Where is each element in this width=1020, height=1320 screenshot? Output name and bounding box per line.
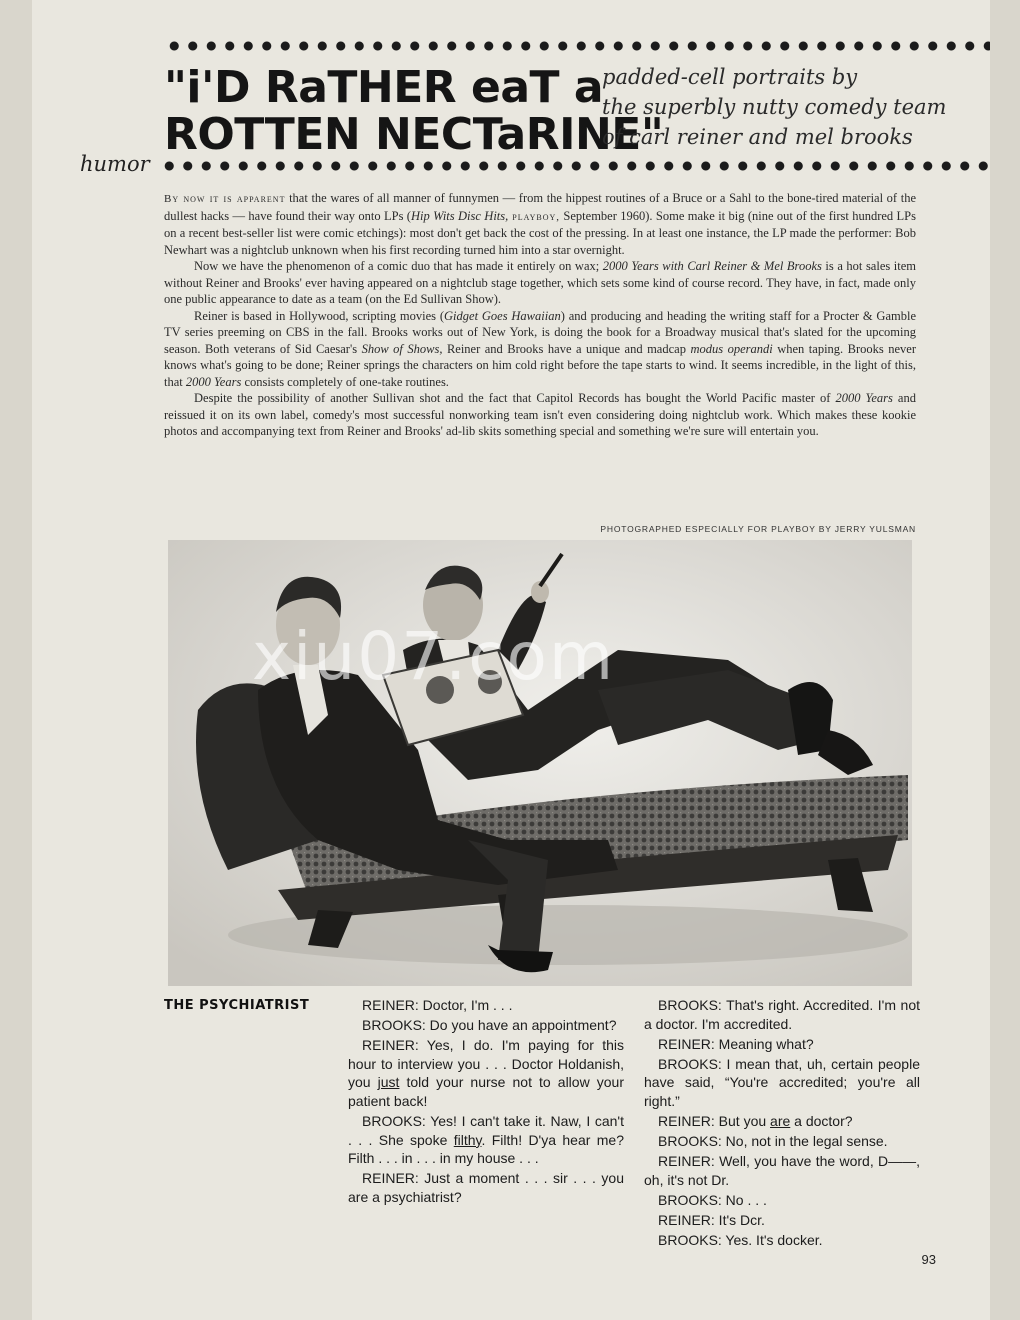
magazine-page xyxy=(32,0,990,1320)
text: a doctor? xyxy=(790,1113,853,1130)
dek-line-3: of carl reiner and mel brooks xyxy=(602,125,913,149)
dot-rule-top xyxy=(165,40,990,52)
photo-comedians-on-couch xyxy=(168,540,912,986)
text: consists completely of one-take routines. xyxy=(241,374,449,389)
headline-line-2: ROTTEN NECTaRINE" xyxy=(164,109,664,160)
italic-title: 2000 Years xyxy=(835,391,893,405)
section-label: humor xyxy=(80,152,150,176)
dialog-line: REINER: Meaning what? xyxy=(658,1035,814,1052)
dek-line-1: padded-cell portraits by xyxy=(602,65,858,89)
dialog-line xyxy=(348,1036,624,1110)
dialog-column-1 xyxy=(348,996,624,1208)
text: ) and producing and heading the writing staff for a Procter & Gamble TV series preeming on CBS in the fall. Brooks works out of New York, is doing the book for a Broadway musical that's slated for the upcoming season. Both veterans of Sid Caesar's xyxy=(164,308,917,356)
intro-text xyxy=(164,190,916,440)
text: when taping. Brooks never knows what's going to be done; Reiner springs the characters on him cold right before the tape starts to wind. It seems incredible, in the light of this, that xyxy=(164,341,917,389)
text: Reiner is based in Hollywood, scripting movies ( xyxy=(194,308,445,323)
text: Despite the possibility of another Sullivan shot and the fact that Capitol Records has bought the World Pacific master of xyxy=(194,391,836,405)
italic-title: 2000 Years with Carl Reiner & Mel Brooks xyxy=(602,259,822,273)
italic-title: Show of Shows, xyxy=(361,341,443,356)
text: is a hot sales item without Reiner and Brooks' ever having appeared on a nightclub stage together, which sets some kind of course record. They have, in fact, made only one public appearance to date as a team (on the Ed Sullivan Show). xyxy=(164,259,917,306)
dialog-line: BROOKS: Do you have an appointment? xyxy=(362,1017,617,1034)
dialog-line: BROOKS: No . . . xyxy=(658,1191,767,1208)
italic-title: modus operandi xyxy=(690,341,773,356)
intro-paragraph-4 xyxy=(164,390,916,440)
dialog-line xyxy=(348,1112,624,1168)
italic-title: 2000 Years xyxy=(185,374,242,389)
underlined-word: just xyxy=(377,1074,400,1091)
text: REINER: Yes, I do. I'm paying for this hour to interview you . . . Doctor Holdanish, you xyxy=(348,1037,624,1091)
page-number: 93 xyxy=(921,1252,936,1267)
dialog-line: REINER: Well, you have the word, D——, oh, it's not Dr. xyxy=(644,1153,920,1188)
dialog-line: BROOKS: That's right. Accredited. I'm not a doctor. I'm accredited. xyxy=(644,997,920,1032)
dialog-line: REINER: Just a moment . . . sir . . . you are a psychiatrist? xyxy=(348,1170,624,1205)
text: Reiner and Brooks have a unique and madcap xyxy=(442,341,691,356)
text: REINER: But you xyxy=(658,1113,771,1130)
intro-paragraph-1 xyxy=(164,190,916,258)
underlined-word: filthy xyxy=(453,1131,482,1148)
headline-line-1: "i'D RaTHER eaT a xyxy=(164,62,604,113)
text: . Filth! D'ya hear me? Filth . . . in . . . in my house . . . xyxy=(348,1131,624,1167)
italic-title: Hip Wits Disc Hits, xyxy=(410,208,509,223)
dialog-line: REINER: Doctor, I'm . . . xyxy=(362,997,513,1013)
intro-paragraph-3 xyxy=(164,308,916,391)
text: Now we have the phenomenon of a comic duo that has made it entirely on wax; xyxy=(194,259,603,273)
intro-paragraph-2 xyxy=(164,258,916,308)
dot-rule-bottom xyxy=(160,160,990,172)
dialog-line: BROOKS: No, not in the legal sense. xyxy=(658,1133,888,1150)
text: that the wares of all manner of funnymen — from the hippest routines of a Bruce or a Sahl to the bone-tired material of the dullest hacks — have found their way onto LPs ( xyxy=(164,191,916,223)
photo-credit: PHOTOGRAPHED ESPECIALLY FOR PLAYBOY BY JERRY YULSMAN xyxy=(600,524,916,534)
dek-line-2: the superbly nutty comedy team xyxy=(602,95,947,119)
magazine-name: playboy, xyxy=(508,210,561,223)
dialog-line xyxy=(644,1112,920,1131)
text: and reissued it on its own label, comedy's most successful nonworking team isn't even considering doing nightclub work. Which makes these kookie photos and accompanying text from Reiner and Brooks' ad-lib skits something special and something we're sure will entertain you. xyxy=(164,391,916,438)
lead-in: By now it is apparent xyxy=(164,193,286,205)
skit-title: THE PSYCHIATRIST xyxy=(164,998,310,1013)
photo-illustration xyxy=(168,540,912,986)
dialog-line: BROOKS: I mean that, uh, certain people have said, “You're accredited; you're all right.” xyxy=(644,1055,920,1109)
text: told your nurse not to allow your patient back! xyxy=(348,1074,624,1109)
dialog-line: REINER: It's Dcr. xyxy=(658,1212,765,1229)
watermark: xiu07.com xyxy=(252,618,616,695)
dialog-column-2 xyxy=(644,996,920,1251)
italic-title: Gidget Goes Hawaiian xyxy=(444,308,561,323)
underlined-word: are xyxy=(770,1113,791,1130)
text: BROOKS: Yes! I can't take it. Naw, I can't . . . She spoke xyxy=(348,1113,624,1148)
text: September 1960). Some make it big (nine out of the first hundred LPs on a recent best-seller list were comic etchings): most don't get back the cost of the pressing. In at least one instance, the LP made the performer: Bob Newhart was a nightclub unknown when his first recording turned him into a star overnight. xyxy=(164,208,916,257)
dialog-line: BROOKS: Yes. It's docker. xyxy=(658,1232,823,1249)
